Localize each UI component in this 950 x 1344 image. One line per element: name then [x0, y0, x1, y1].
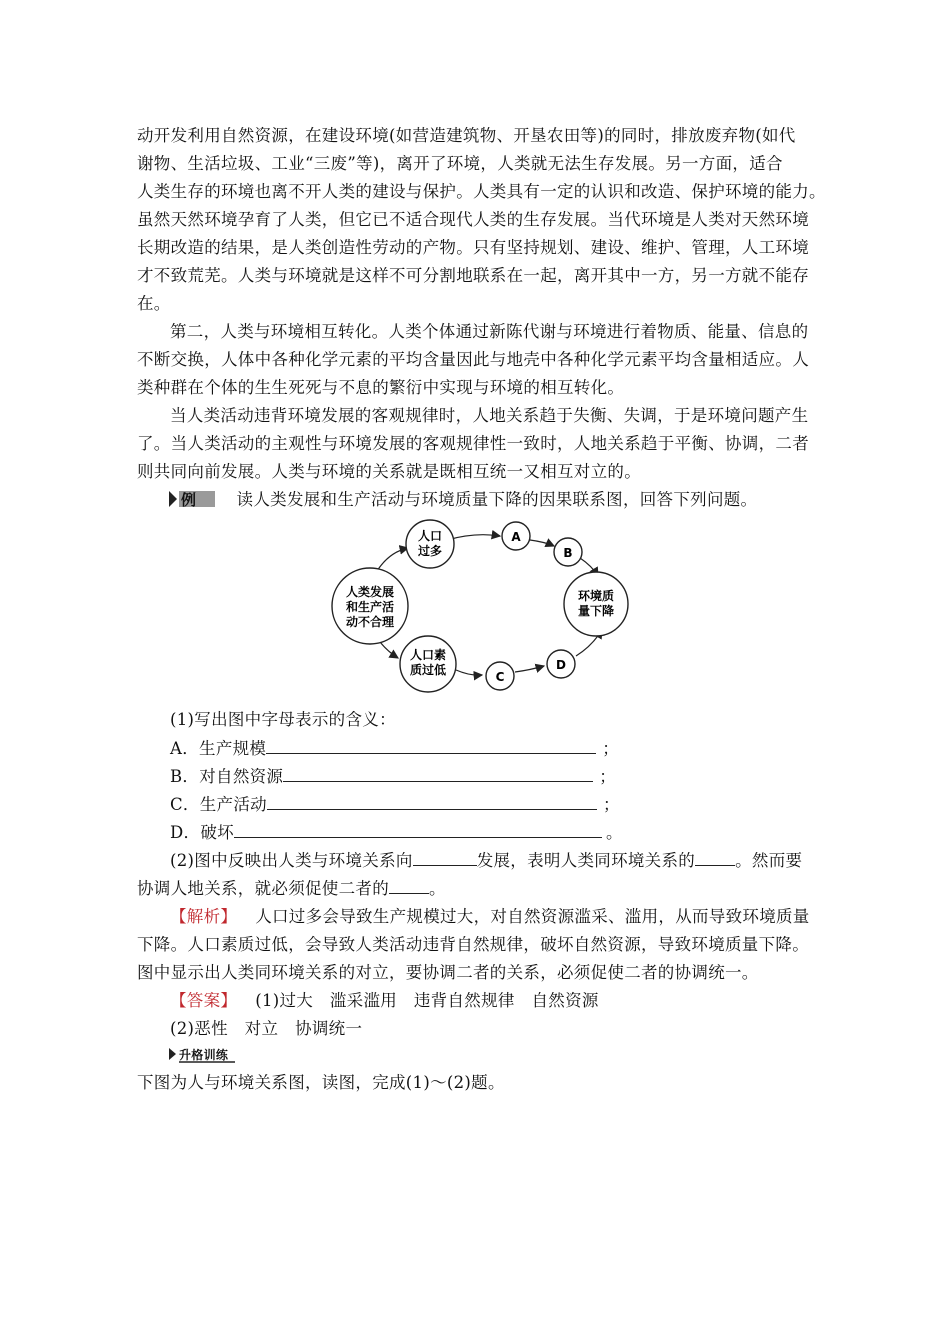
answer-blank[interactable]: [266, 739, 596, 754]
paragraph-line: 则共同向前发展。人类与环境的关系就是既相互统一又相互对立的。: [137, 462, 641, 481]
analysis-line: 图中显示出人类同环境关系的对立，要协调二者的关系，必须促使二者的协调统一。: [137, 963, 759, 982]
paragraph-line: 类种群在个体的生生死死与不息的繁衍中实现与环境的相互转化。: [137, 378, 625, 397]
node-top-text: 过多: [417, 544, 443, 558]
arrow-a-to-b: [530, 540, 554, 546]
q2-line1: [170, 847, 802, 871]
analysis-label: 【解析】: [170, 907, 238, 926]
q2-text: 。然而要: [735, 851, 803, 870]
training-intro: 下图为人与环境关系图，读图，完成(1)～(2)题。: [137, 1073, 505, 1092]
q2-line2: [137, 875, 446, 899]
paragraph-line: 在。: [137, 294, 171, 313]
node-bottom-text: 人口素: [409, 648, 447, 662]
answer-line: (2)恶性 对立 协调统一: [170, 1019, 363, 1038]
answer-blank[interactable]: [267, 795, 597, 810]
answer-blank[interactable]: [234, 823, 602, 838]
arrow-bottom-to-c: [456, 670, 482, 675]
paragraph-line: 动开发利用自然资源，在建设环境(如营造建筑物、开垦农田等)的同时，排放废弃物(如代: [137, 126, 796, 145]
q1-semicolon: ；: [602, 795, 620, 814]
example-header: [137, 486, 757, 513]
q1-semicolon: ；: [602, 739, 620, 758]
answer-blank[interactable]: [283, 767, 593, 782]
answer-blank[interactable]: [389, 879, 429, 894]
analysis-line: [170, 903, 810, 927]
node-left-text: 和生产活: [345, 600, 395, 614]
answer-blank[interactable]: [413, 851, 477, 866]
q1-stem: (1)写出图中字母表示的含义：: [170, 710, 396, 729]
node-left-text: 人类发展: [345, 585, 395, 599]
training-header: [137, 1043, 237, 1063]
training-tag-label: 升格训练: [179, 1047, 229, 1062]
node-c-label: C: [495, 670, 505, 684]
answer-blank[interactable]: [695, 851, 735, 866]
node-right-text: 量下降: [577, 604, 615, 618]
arrow-c-to-d: [515, 666, 544, 672]
training-tag: [137, 1045, 237, 1063]
node-bottom-text: 质过低: [409, 663, 447, 677]
q1-item-c-label: C．生产活动: [170, 795, 267, 814]
node-left-text: 动不合理: [345, 615, 395, 629]
paragraph-line: 第二，人类与环境相互转化。人类个体通过新陈代谢与环境进行着物质、能量、信息的: [170, 322, 809, 341]
node-d-label: D: [556, 658, 566, 672]
answer-label: 【答案】: [170, 991, 238, 1010]
answer-line: [170, 987, 599, 1011]
paragraph-line: 不断交换，人体中各种化学元素的平均含量因此与地壳中各种化学元素平均含量相适应。人: [137, 350, 809, 369]
paragraph-line: 长期改造的结果，是人类创造性劳动的产物。只有坚持规划、建设、维护、管理，人工环境: [137, 238, 809, 257]
q1-period: 。: [605, 823, 623, 842]
arrow-top-to-a: [447, 535, 500, 540]
q2-text: 。: [429, 879, 446, 898]
q2-text: 协调人地关系，就必须促使二者的: [137, 879, 389, 898]
answer-text: (1)过大 滥采滥用 违背自然规律 自然资源: [255, 991, 599, 1010]
q1-item-b-label: B．对自然资源: [170, 767, 284, 786]
q1-item-a-label: A．生产规模: [170, 739, 267, 758]
q1-item-c: [170, 791, 620, 815]
q2-text: 发展，表明人类同环境关系的: [476, 851, 696, 870]
node-b-label: B: [563, 546, 573, 560]
q1-item-d: [170, 819, 623, 843]
analysis-text: 人口过多会导致生产规模过大，对自然资源滥采、滥用，从而导致环境质量: [255, 907, 810, 926]
node-a-label: A: [511, 530, 521, 544]
example-question: 读人类发展和生产活动与环境质量下降的因果联系图，回答下列问题。: [236, 490, 758, 509]
causal-diagram: [330, 518, 630, 698]
example-tag: [137, 489, 217, 513]
node-right-text: 环境质: [577, 589, 615, 603]
q1-semicolon: ；: [599, 767, 617, 786]
q1-item-a: [170, 735, 619, 759]
paragraph-line: 当人类活动违背环境发展的客观规律时，人地关系趋于失衡、失调，于是环境问题产生: [170, 406, 809, 425]
paragraph-line: 才不致荒芜。人类与环境就是这样不可分割地联系在一起，离开其中一方，另一方就不能存: [137, 266, 809, 285]
example-tag-label: 例: [181, 490, 197, 509]
paragraph-line: 人类生存的环境也离不开人类的建设与保护。人类具有一定的认识和改造、保护环境的能力。: [137, 182, 826, 201]
paragraph-line: 虽然天然环境孕育了人类，但它已不适合现代人类的生存发展。当代环境是人类对天然环境: [137, 210, 809, 229]
node-top-text: 人口: [417, 529, 443, 543]
q1-item-b: [170, 763, 616, 787]
q1-item-d-label: D．破坏: [170, 823, 234, 842]
analysis-line: 下降。人口素质过低，会导致人类活动违背自然规律，破坏自然资源，导致环境质量下降。: [137, 935, 809, 954]
q2-text: (2)图中反映出人类与环境关系向: [170, 851, 413, 870]
paragraph-line: 谢物、生活垃圾、工业“三废”等)，离开了环境，人类就无法生存发展。另一方面，适合: [137, 154, 783, 173]
paragraph-line: 了。当人类活动的主观性与环境发展的客观规律性一致时，人地关系趋于平衡、协调，二者: [137, 434, 809, 453]
